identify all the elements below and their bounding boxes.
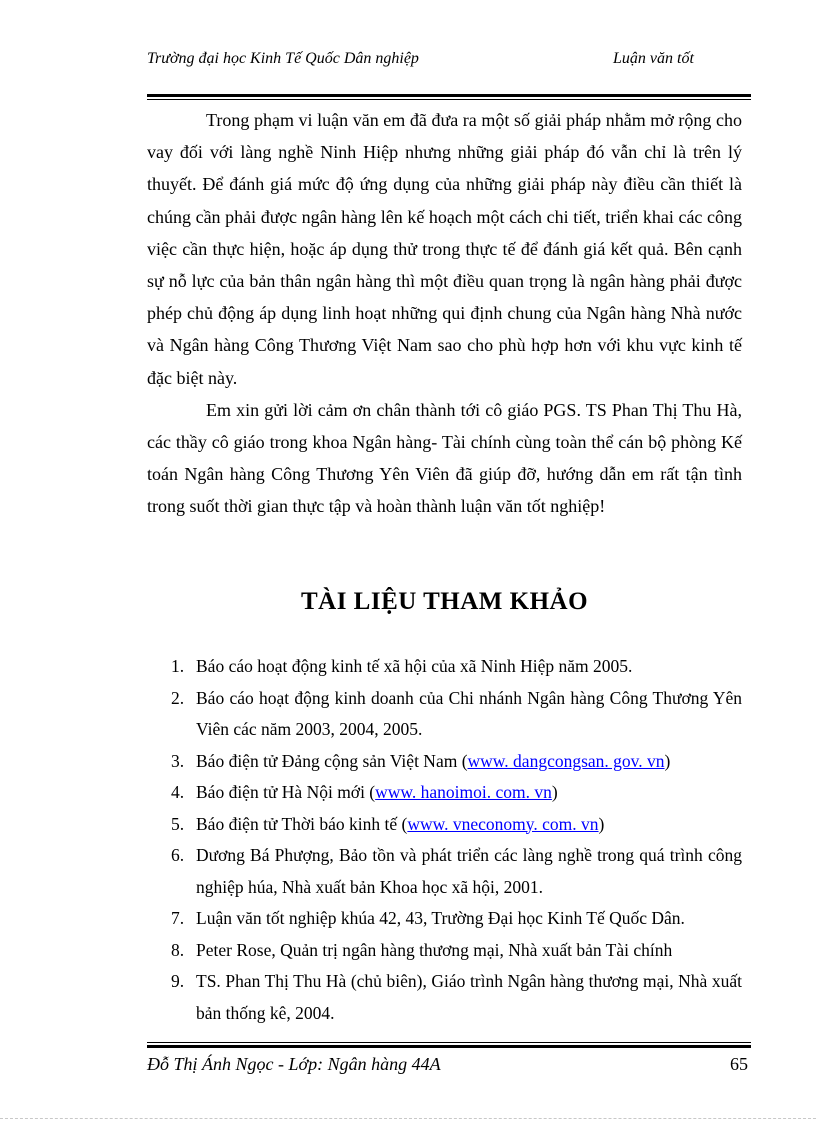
reference-link-hanoimoi[interactable]: www. hanoimoi. com. vn [375, 782, 552, 802]
page-header [147, 48, 751, 94]
reference-item [147, 746, 742, 778]
reference-number: 7. [171, 908, 185, 928]
reference-item [147, 777, 742, 809]
reference-text: Peter Rose, Quản trị ngân hàng thương mại, Nhà xuất bản Tài chính [196, 939, 673, 960]
reference-number: 6. [171, 845, 185, 865]
reference-item [147, 809, 742, 841]
reference-number: 8. [171, 939, 185, 960]
footer-author: Đỗ Thị Ánh Ngọc - Lớp: Ngân hàng 44A [147, 1054, 441, 1074]
reference-item [147, 840, 742, 903]
reference-text: Báo điện tử Hà Nội mới ( [196, 782, 376, 802]
reference-text: Báo điện tử Đảng cộng sản Việt Nam ( [196, 750, 468, 771]
reference-item [147, 651, 742, 683]
header-rule-thick [147, 94, 751, 97]
page-number: 65 [730, 1054, 748, 1074]
references-title: TÀI LIỆU THAM KHẢO [300, 588, 589, 615]
reference-number: 1. [171, 656, 185, 676]
reference-text: Luận văn tốt nghiệp khúa 42, 43, Trường Đại học Kinh Tế Quốc Dân. [196, 908, 685, 928]
reference-text: Báo cáo hoạt động kinh doanh của Chi nhánh Ngân hàng Công Thương Yên Viên các năm 2003, 2004, 2005. [196, 687, 742, 739]
reference-number: 2. [171, 687, 185, 708]
footer-rule-thin [147, 1042, 751, 1043]
reference-item [147, 966, 742, 1029]
reference-link-vneconomy[interactable]: www. vneconomy. com. vn [407, 813, 599, 834]
reference-link-dangcongsan[interactable]: www. dangcongsan. gov. vn [467, 750, 665, 771]
body-paragraph: Em xin gửi lời cảm ơn chân thành tới cô giáo PGS. TS Phan Thị Thu Hà, các thầy cô giáo trong khoa Ngân hàng- Tài chính cùng toàn thể cán bộ phòng Kế toán Ngân hàng Công Thương Yên Viên đã giúp đỡ, hướng dẫn em rất tận tình trong suốt thời gian thực tập và hoàn thành luận văn tốt nghiệp! [147, 399, 742, 517]
reference-item [147, 935, 742, 967]
reference-number: 5. [171, 813, 185, 834]
reference-text: Báo cáo hoạt động kinh tế xã hội của xã Ninh Hiệp năm 2005. [196, 656, 633, 676]
reference-text: TS. Phan Thị Thu Hà (chủ biên), Giáo trình Ngân hàng thương mại, Nhà xuất bản thống kê, 2004. [196, 971, 742, 1023]
reference-item [147, 683, 742, 746]
body-paragraph: Trong phạm vi luận văn em đã đưa ra một số giải pháp nhằm mở rộng cho vay đối với làng nghề Ninh Hiệp nhưng những giải pháp đó vẫn chỉ là trên lý thuyết. Để đánh giá mức độ ứng dụng của những giải pháp này điều cần thiết là chúng cần phải được ngân hàng lên kế hoạch một cách chi tiết, triển khai các công việc cần thực hiện, hoặc áp dụng thử trong thực tế để đánh giá kết quả. Bên cạnh sự nỗ lực của bản thân ngân hàng thì một điều quan trọng là ngân hàng phải được phép chủ động áp dụng linh hoạt những qui định chung của Ngân hàng Nhà nước và Ngân hàng Công Thương Việt Nam sao cho phù hợp hơn với khu vực kinh tế đặc biệt này. [147, 110, 742, 388]
reference-text: Dương Bá Phượng, Bảo tồn và phát triển các làng nghề trong quá trình công nghiệp húa, Nhà xuất bản Khoa học xã hội, 2001. [196, 845, 742, 897]
reference-text-close: ) [664, 750, 671, 771]
reference-text: Báo điện tử Thời báo kinh tế ( [196, 813, 408, 834]
reference-item [147, 903, 742, 935]
footer-rule-thick [147, 1045, 751, 1048]
reference-text-close: ) [598, 813, 605, 834]
header-document-type: Luận văn tốt [613, 50, 694, 67]
reference-number: 4. [171, 782, 185, 802]
reference-text-close: ) [551, 782, 558, 802]
reference-number: 9. [171, 971, 185, 991]
body-text [147, 104, 742, 523]
header-school: Trường đại học Kinh Tế Quốc Dân nghiệp [147, 50, 419, 67]
reference-number: 3. [171, 750, 185, 771]
references-list [147, 651, 742, 1029]
header-rule-thin [147, 99, 751, 100]
page-edge-divider [0, 1118, 816, 1119]
